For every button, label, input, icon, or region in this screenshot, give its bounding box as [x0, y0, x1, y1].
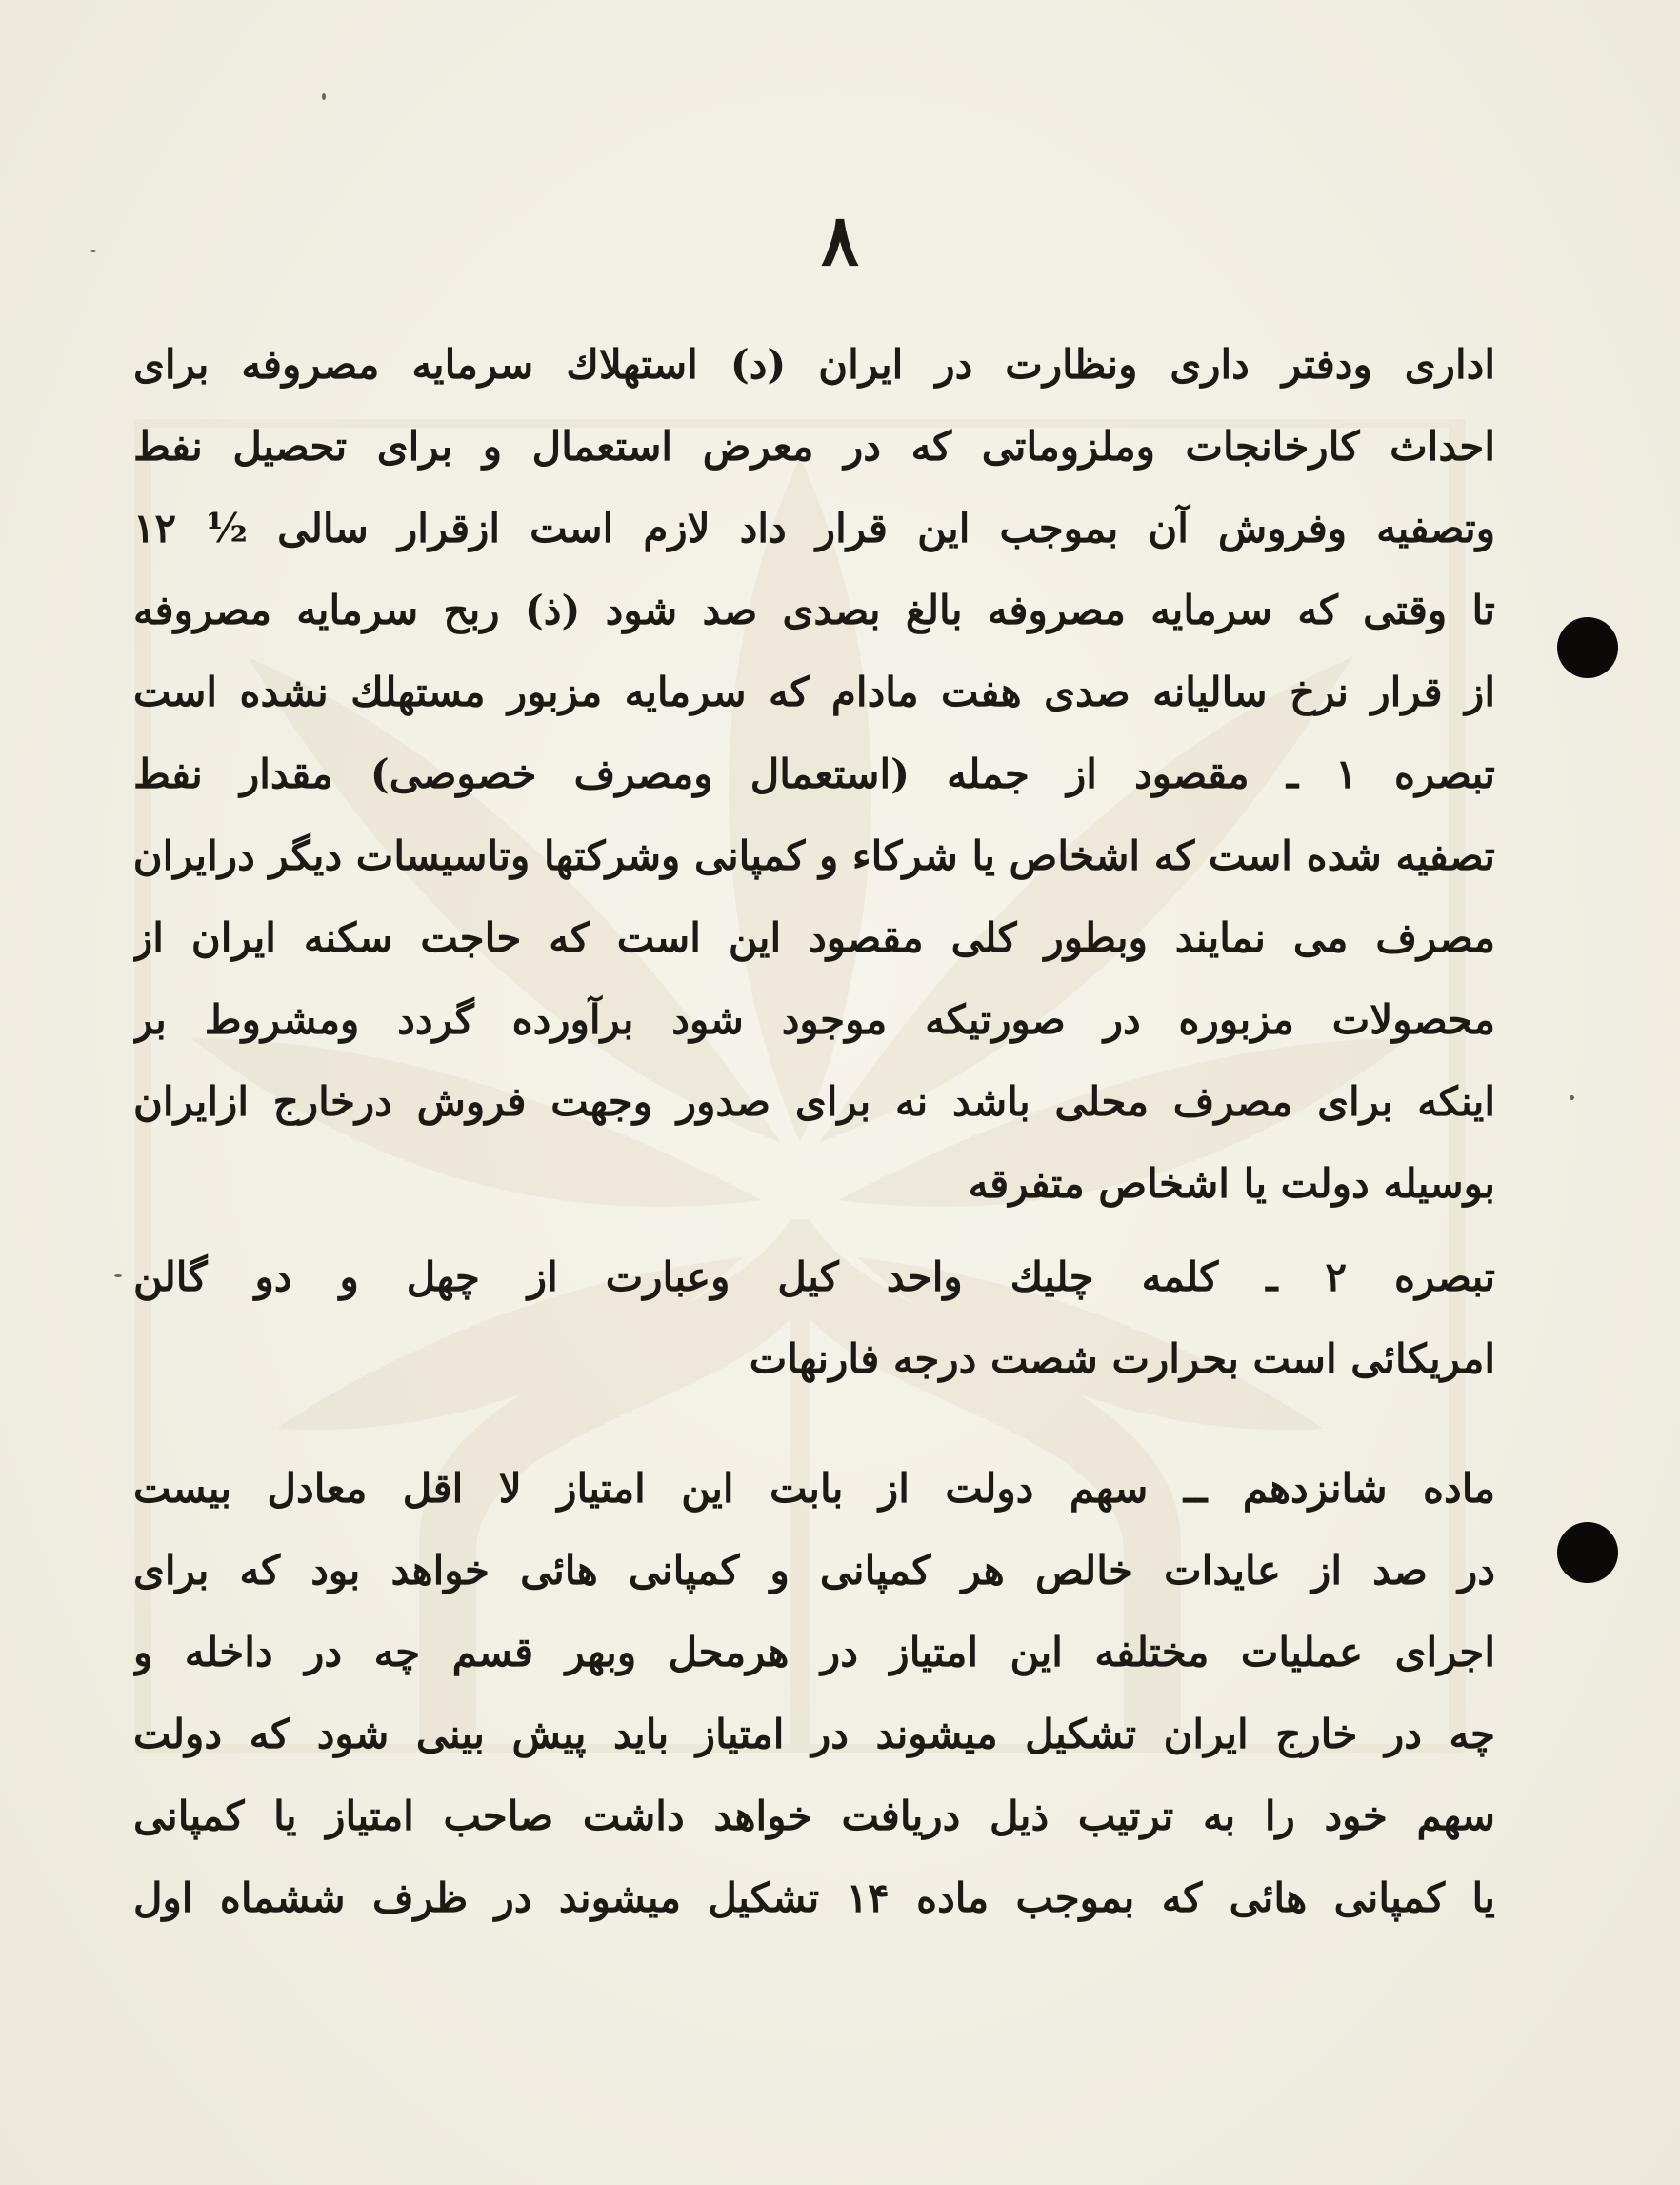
- text-line: از قرار نرخ سالیانه صدی هفت مادام که سرمایه مزبور مستهلك نشده است: [133, 669, 1495, 715]
- text-line: اجرای عملیات مختلفه این امتیاز در هرمحل وبهر قسم چه در داخله و: [133, 1629, 1495, 1675]
- text-line: یا کمپانی هائی که بموجب ماده ۱۴ تشکیل میشوند در ظرف ششماه اول: [133, 1874, 1495, 1921]
- punch-hole: [1557, 1522, 1618, 1583]
- text-line: چه در خارج ایران تشکیل میشوند در امتیاز باید پیش بینی شود که دولت: [133, 1711, 1495, 1757]
- paragraph-1: [133, 324, 1495, 733]
- text-line: وتصفیه وفروش آن بموجب این قرار داد لازم است ازقرار سالی ½ ۱۲: [133, 505, 1495, 551]
- paper-speck: [322, 93, 326, 100]
- text-line: ماده شانزدهم ــ سهم دولت از بابت این امتیاز لا اقل معادل بیست: [133, 1465, 1495, 1512]
- paragraph-gap: [133, 1400, 1495, 1448]
- text-line: تبصره ۲ ـ کلمه چلیك واحد کیل وعبارت از چهل و دو گالن: [133, 1253, 1495, 1300]
- paragraph-4: [133, 1448, 1495, 1939]
- paragraph-3: [133, 1236, 1495, 1400]
- text-line: احداث کارخانجات وملزوماتی که در معرض استعمال و برای تحصیل نفط: [133, 423, 1495, 470]
- text-line: مصرف می نمایند وبطور کلی مقصود این است که حاجت سکنه ایران از: [133, 914, 1495, 961]
- text-line: بوسیله دولت یا اشخاص متفرقه: [968, 1160, 1495, 1207]
- page-number: ۸: [821, 200, 859, 282]
- paper-speck: [1570, 1095, 1574, 1100]
- punch-hole: [1557, 617, 1618, 678]
- text-line: امریکائی است بحرارت شصت درجه فارنهات: [749, 1335, 1495, 1382]
- paper-speck: [90, 250, 96, 252]
- text-line: اداری ودفتر داری ونظارت در ایران (د) استهلاك سرمایه مصروفه برای: [133, 341, 1495, 388]
- text-line: اینکه برای مصرف محلی باشد نه برای صدور وجهت فروش درخارج ازایران: [133, 1078, 1495, 1125]
- document-body: [133, 324, 1495, 1939]
- text-line: سهم خود را به ترتیب ذیل دریافت خواهد داشت صاحب امتیاز یا کمپانی: [133, 1793, 1495, 1839]
- text-line: تا وقتی که سرمایه مصروفه بالغ بصدی صد شود (ذ) ربح سرمایه مصروفه: [133, 587, 1495, 633]
- paper-speck: [114, 1274, 122, 1277]
- text-line: در صد از عایدات خالص هر کمپانی و کمپانی هائی خواهد بود که برای: [133, 1547, 1495, 1594]
- text-line: محصولات مزبوره در صورتیکه موجود شود برآورده گردد ومشروط بر: [133, 996, 1495, 1043]
- text-line: تبصره ۱ ـ مقصود از جمله (استعمال ومصرف خصوصی) مقدار نفط: [133, 751, 1495, 797]
- paragraph-gap: [133, 1225, 1495, 1236]
- paragraph-2: [133, 733, 1495, 1225]
- text-line: تصفیه شده است که اشخاص یا شرکاء و کمپانی وشرکتها وتاسیسات دیگر درایران: [133, 832, 1495, 879]
